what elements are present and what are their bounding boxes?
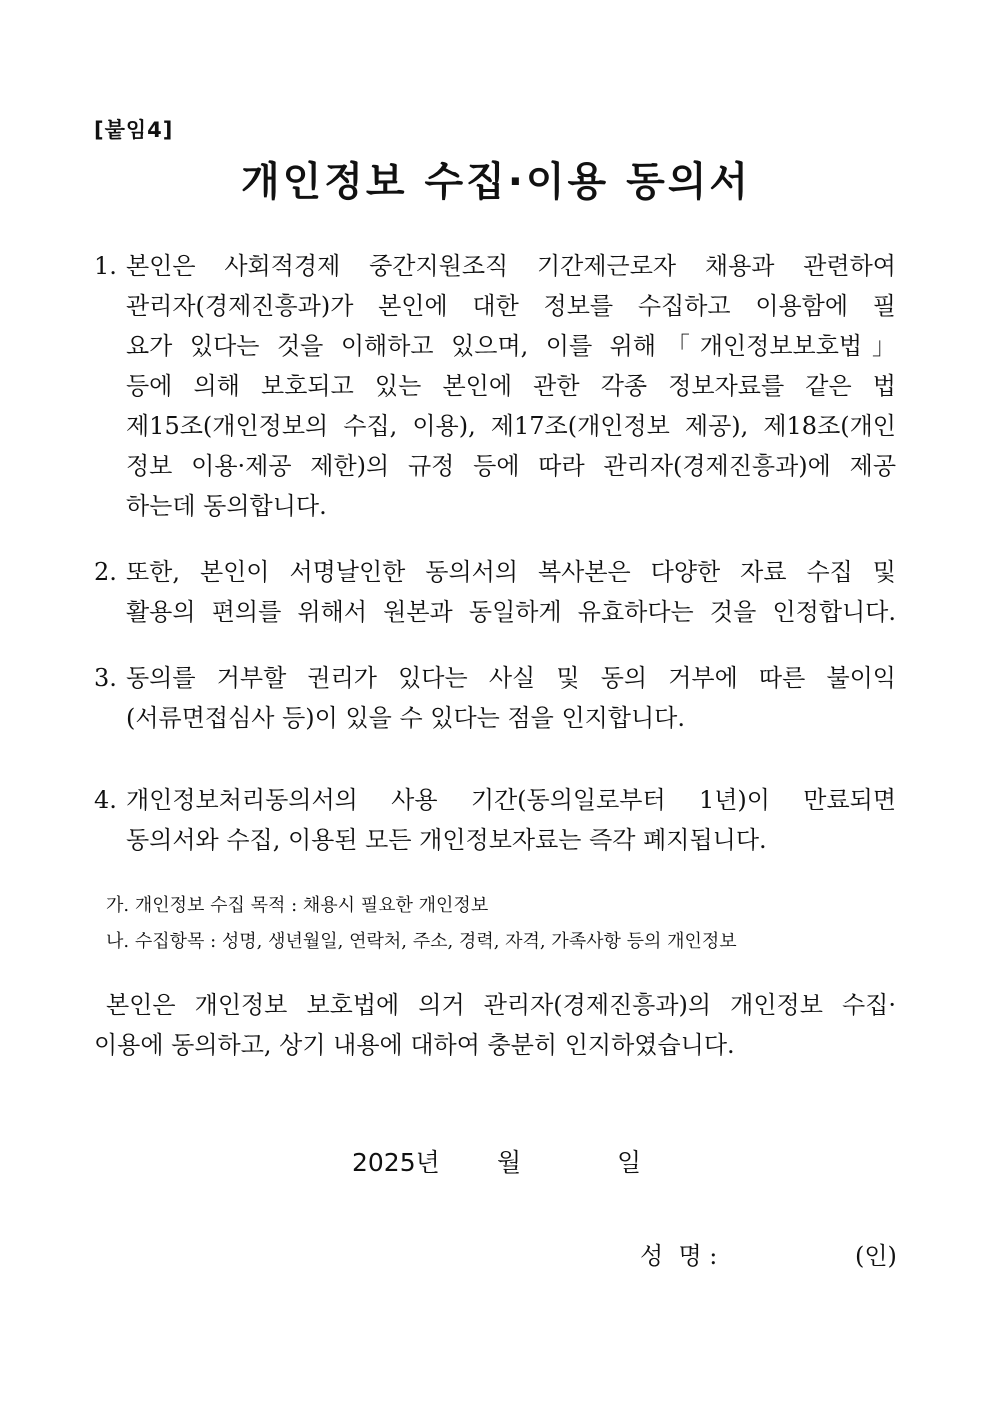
clause-line: 하는데 동의합니다. bbox=[126, 492, 327, 520]
clause-line: 활용의 편의를 위해서 원본과 동일하게 유효하다는 것을 인정합니다. bbox=[126, 598, 896, 626]
clause-line: 동의를 거부할 권리가 있다는 사실 및 동의 거부에 따른 불이익 bbox=[126, 664, 896, 692]
document-title: 개인정보 수집·이용 동의서 bbox=[240, 159, 752, 205]
date-day: 일 bbox=[617, 1148, 642, 1177]
clause-line: 개인정보처리동의서의 사용 기간(동의일로부터 1년)이 만료되면 bbox=[126, 786, 896, 814]
clause-line: 요가 있다는 것을 이해하고 있으며, 이를 위해「개인정보보호법」 bbox=[126, 332, 896, 360]
clause-line: (서류면접심사 등)이 있을 수 있다는 점을 인지합니다. bbox=[126, 704, 685, 732]
signature-label: 성 명 : bbox=[640, 1242, 718, 1270]
clause-3 bbox=[94, 658, 896, 738]
clause-line: 관리자(경제진흥과)가 본인에 대한 정보를 수집하고 이용함에 필 bbox=[126, 292, 896, 320]
attachment-label: [붙임4] bbox=[94, 118, 174, 142]
clause-number: 1. bbox=[94, 252, 117, 280]
clause-2 bbox=[94, 552, 896, 632]
clause-line: 동의서와 수집, 이용된 모든 개인정보자료는 즉각 폐지됩니다. bbox=[126, 826, 767, 854]
clause-line: 제15조(개인정보의 수집, 이용), 제17조(개인정보 제공), 제18조(개인 bbox=[126, 412, 896, 440]
date-year: 2025년 bbox=[352, 1148, 440, 1177]
clause-line: 본인은 사회적경제 중간지원조직 기간제근로자 채용과 관련하여 bbox=[126, 252, 896, 280]
clause-line: 정보 이용·제공 제한)의 규정 등에 따라 관리자(경제진흥과)에 제공 bbox=[126, 452, 896, 480]
clause-number: 2. bbox=[94, 558, 117, 586]
clause-line: 또한, 본인이 서명날인한 동의서의 복사본은 다양한 자료 수집 및 bbox=[126, 558, 896, 586]
date-month: 월 bbox=[497, 1148, 522, 1177]
clause-line: 등에 의해 보호되고 있는 본인에 관한 각종 정보자료를 같은 법 bbox=[126, 372, 896, 400]
clause-1 bbox=[94, 246, 896, 526]
consent-statement bbox=[94, 985, 896, 1065]
collected-fields-item: 나. 수집항목 : 성명, 생년월일, 연락처, 주소, 경력, 자격, 가족사항 등의 개인정보 bbox=[106, 931, 737, 952]
statement-line: 이용에 동의하고, 상기 내용에 대하여 충분히 인지하였습니다. bbox=[94, 1031, 735, 1059]
seal-mark: (인) bbox=[855, 1242, 897, 1270]
clause-number: 3. bbox=[94, 664, 117, 692]
statement-line: 본인은 개인정보 보호법에 의거 관리자(경제진흥과)의 개인정보 수집· bbox=[106, 991, 896, 1019]
purpose-item: 가. 개인정보 수집 목적 : 채용시 필요한 개인정보 bbox=[106, 895, 489, 916]
clause-4 bbox=[94, 780, 896, 860]
clause-number: 4. bbox=[94, 786, 117, 814]
